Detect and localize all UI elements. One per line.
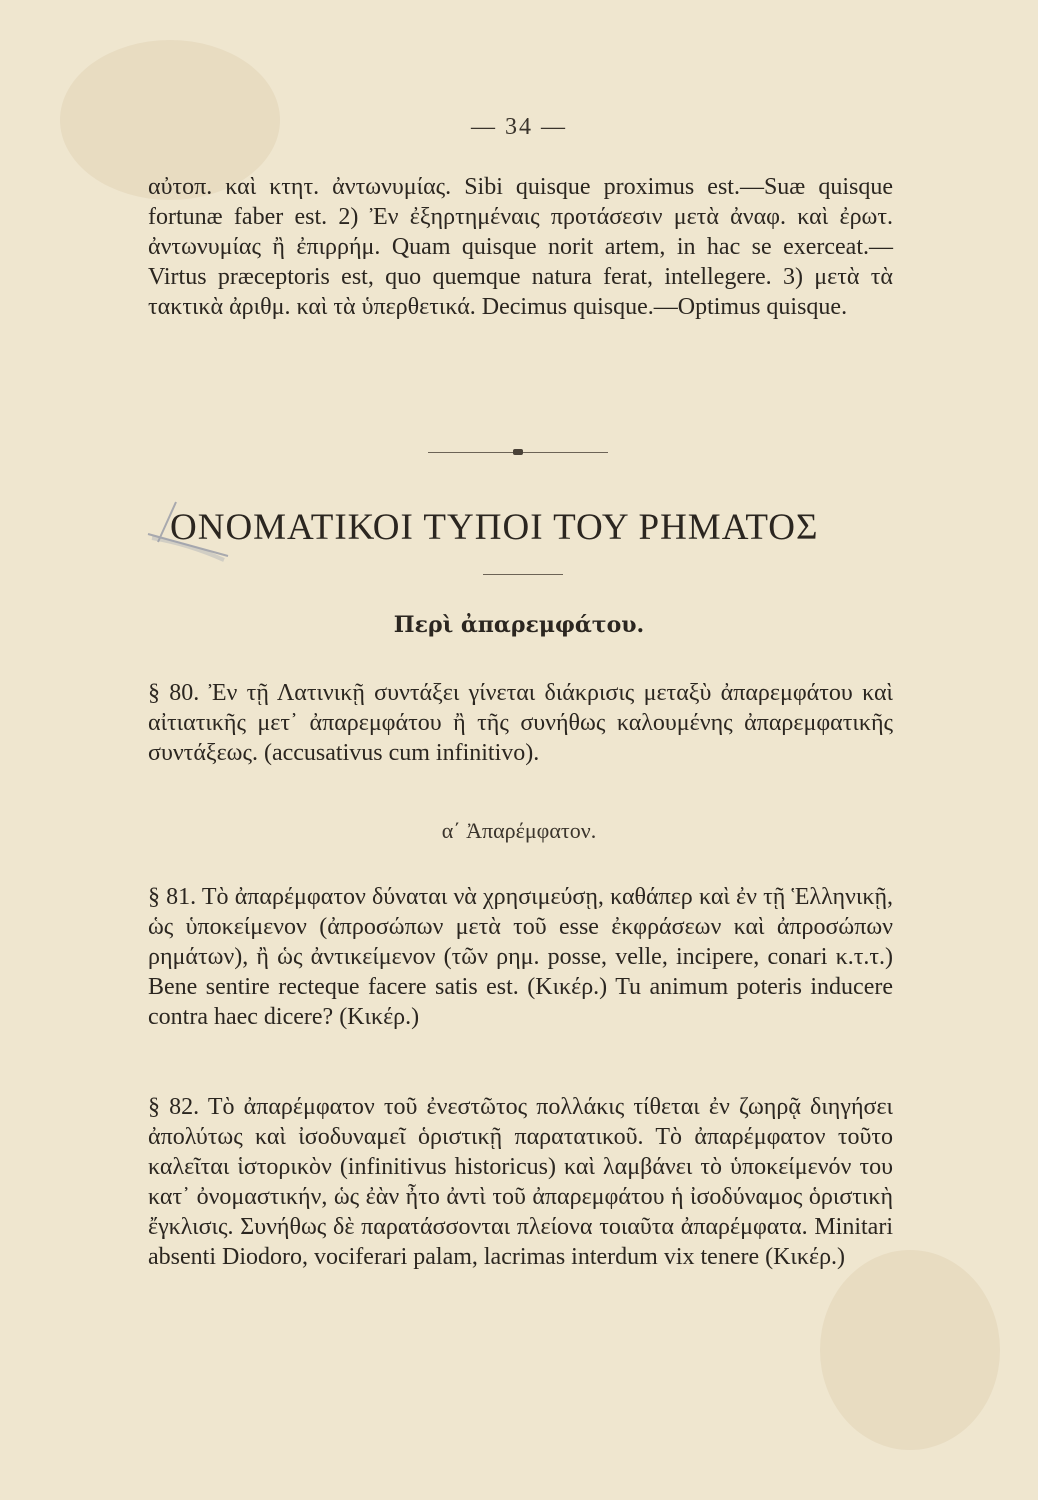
page-number: — 34 —	[471, 114, 567, 140]
chapter-heading: ΟΝΟΜΑΤΙΚΟΙ ΤΥΠΟΙ ΤΟΥ ΡΗΜΑΤΟΣ	[170, 507, 819, 548]
intro-paragraph: αὐτοπ. καὶ κτητ. ἀντωνυμίας. Sibi quisque proximus est.—Suæ quisque fortunæ faber est. 2) Ἐν ἐξηρτημέναις προτάσεσιν μετὰ ἀναφ. καὶ ἐρωτ. ἀντωνυμίας ἢ ἐπιρρήμ. Quam quisque norit artem, in hac se exerceat.—Virtus præceptoris est, quo quemque natura ferat, intellegere. 3) μετὰ τὰ τακτικὰ ἀριθμ. καὶ τὰ ὑπερθετικά. Decimus quisque.—Optimus quisque.	[148, 174, 893, 320]
paper-stain	[820, 1250, 1000, 1450]
separator-ornament	[513, 449, 523, 455]
section-alpha-title: α΄ Ἀπαρέμφατον.	[441, 818, 597, 843]
heading-rule	[483, 574, 563, 575]
section-81: § 81. Τὸ ἀπαρέμφατον δύναται νὰ χρησιμεύσῃ, καθάπερ καὶ ἐν τῇ Ἑλληνικῇ, ὡς ὑποκείμενον (ἀπροσώπων μετὰ τοῦ esse ἐκφράσεων καὶ ἀπροσώπων ρημάτων), ἢ ὡς ἀντικείμενον (τῶν ρημ. posse, velle, incipere, conari κ.τ.τ.) Bene sentire recteque facere satis est. (Κικέρ.) Tu animum poteris inducere contra haec dicere? (Κικέρ.)	[148, 884, 893, 1030]
subheading: Περὶ ἀπαρεμφάτου.	[393, 612, 645, 638]
section-80: § 80. Ἐν τῇ Λατινικῇ συντάξει γίνεται διάκρισις μεταξὺ ἀπαρεμφάτου καὶ αἰτιατικῆς μετ᾽ ἀπαρεμφάτου ἢ τῆς συνήθως καλουμένης ἀπαρεμφατικῆς συντάξεως. (accusativus cum infinitivo).	[148, 680, 893, 766]
section-82: § 82. Τὸ ἀπαρέμφατον τοῦ ἐνεστῶτος πολλάκις τίθεται ἐν ζωηρᾷ διηγήσει ἀπολύτως καὶ ἰσοδυναμεῖ ὁριστικῇ παρατατικοῦ. Τὸ ἀπαρέμφατον τοῦτο καλεῖται ἱστορικὸν (infinitivus historicus) καὶ λαμβάνει τὸ ὑποκείμενόν του κατ᾽ ὀνομαστικήν, ὡς ἐὰν ἦτο ἀντὶ τοῦ ἀπαρεμφάτου ἡ ἰσοδύναμος ὁριστικὴ ἔγκλισις. Συνήθως δὲ παρατάσσονται πλείονα τοιαῦτα ἀπαρέμφατα. Minitari absenti Diodoro, vociferari palam, lacrimas interdum vix tenere (Κικέρ.)	[148, 1094, 893, 1270]
